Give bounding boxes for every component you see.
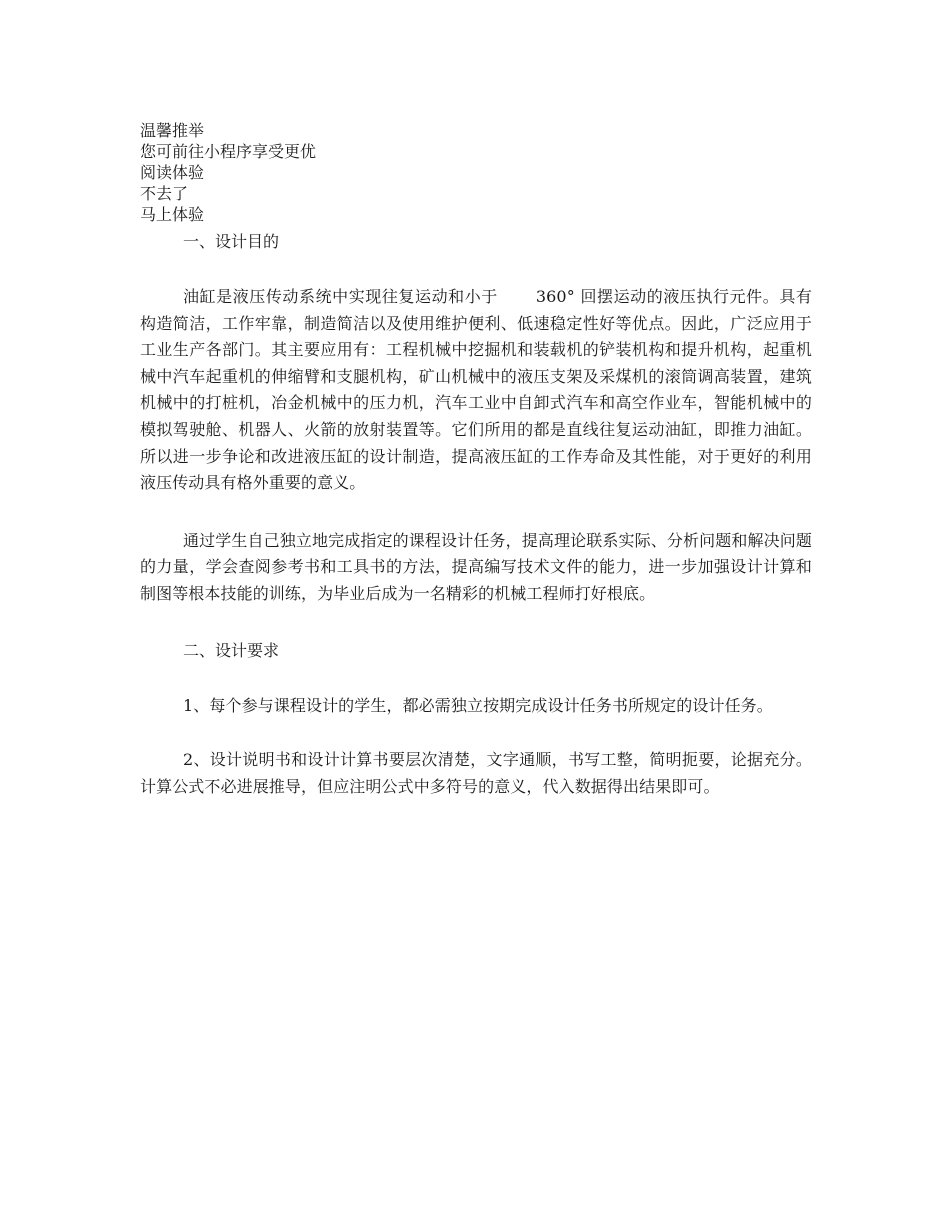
mini-program-banner — [140, 120, 812, 225]
paragraph-cylinder-overview-text-rest: 回摆运动的液压执行元件。具有构造简洁，工作牢靠，制造简洁以及使用维护便利、低速稳定性好等优点。因此，广泛应用于工业生产各部门。其主要应用有：工程机械中挖掘机和装载机的铲装机构和提升机构，起重机械中汽车起重机的伸缩臂和支腿机构，矿山机械中的液压支架及采煤机的滚筒调高装置，建筑机械中的打桩机，冶金机械中的压力机，汽车工业中自卸式汽车和高空作业车，智能机械中的模拟驾驶舱、机器人、火箭的放射装置等。它们所用的都是直线往复运动油缸，即推力油缸。所以进一步争论和改进液压缸的设计制造，提高液压缸的工作寿命及其性能，对于更好的利用液压传动具有格外重要的意义。 — [140, 287, 812, 493]
document-page — [140, 120, 812, 800]
requirement-item-1: 1、每个参与课程设计的学生，都必需独立按期完成设计任务书所规定的设计任务。 — [183, 695, 773, 715]
banner-message-line-2: 阅读体验 — [140, 163, 205, 182]
paragraph-cylinder-overview-text-start: 油缸是液压传动系统中实现往复运动和小于 — [183, 287, 498, 306]
paragraph-design-goal: 通过学生自己独立地完成指定的课程设计任务，提高理论联系实际、分析问题和解决问题的力量，学会查阅参考书和工具书的方法，提高编写技术文件的能力，进一步加强设计计算和制图等根本技能的训练，为毕业后成为一名精彩的机械工程师打好根底。 — [140, 530, 812, 603]
try-now-button[interactable]: 马上体验 — [140, 205, 205, 224]
section-heading-design-requirements: 二、设计要求 — [183, 640, 280, 660]
banner-message-line-1: 您可前往小程序享受更优 — [140, 142, 317, 161]
dismiss-button[interactable]: 不去了 — [140, 184, 189, 203]
requirement-item-2: 2、设计说明书和设计计算书要层次清楚，文字通顺，书写工整，简明扼要，论据充分。计算公式不必进展推导，但应注明公式中多符号的意义，代入数据得出结果即可。 — [140, 750, 812, 796]
section-heading-design-purpose: 一、设计目的 — [183, 232, 280, 251]
paragraph-cylinder-overview — [140, 284, 812, 497]
banner-title: 温馨推举 — [140, 121, 205, 140]
paragraph-cylinder-overview-angle: 360° — [535, 287, 575, 306]
